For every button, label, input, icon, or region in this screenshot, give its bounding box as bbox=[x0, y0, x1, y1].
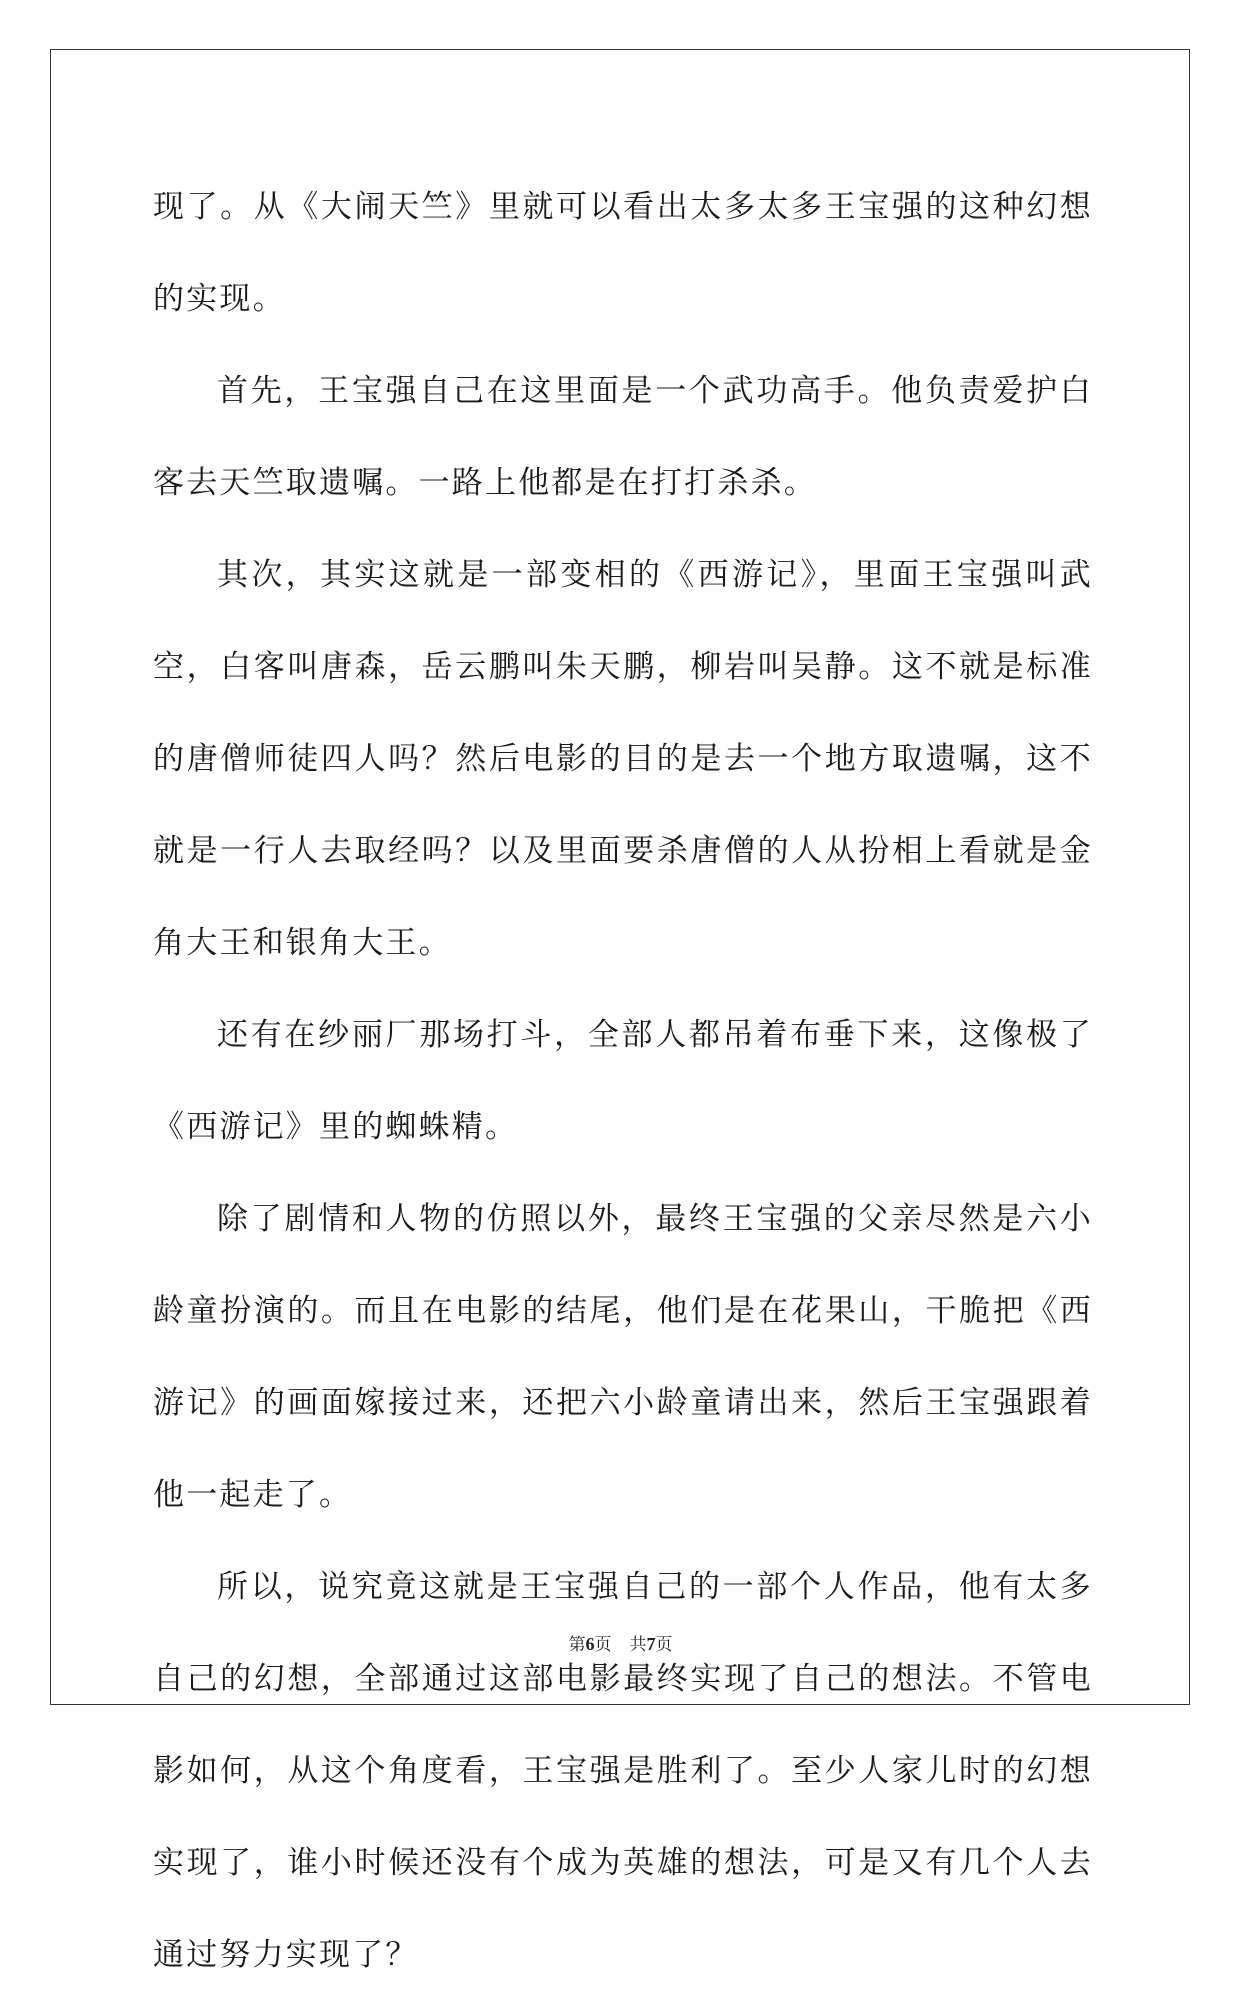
page-footer bbox=[0, 1630, 1241, 1655]
page-label-prefix: 第 bbox=[568, 1635, 586, 1654]
total-page-number: 7 bbox=[646, 1634, 656, 1654]
total-label-suffix: 页 bbox=[655, 1635, 673, 1654]
paragraph-2: 首先，王宝强自己在这里面是一个武功高手。他负责爱护白客去天竺取遗嘱。一路上他都是在打打杀杀。 bbox=[153, 373, 1093, 501]
page-label-suffix: 页 bbox=[594, 1635, 612, 1654]
total-label-prefix: 共 bbox=[629, 1635, 647, 1654]
current-page-number: 6 bbox=[585, 1634, 595, 1654]
paragraph-1: 现了。从《大闹天竺》里就可以看出太多太多王宝强的这种幻想的实现。 bbox=[153, 189, 1093, 317]
paragraph-5: 除了剧情和人物的仿照以外，最终王宝强的父亲尽然是六小龄童扮演的。而且在电影的结尾，他们是在花果山，干脆把《西游记》的画面嫁接过来，还把六小龄童请出来，然后王宝强跟着他一起走了。 bbox=[153, 1201, 1093, 1513]
paragraph-3: 其次，其实这就是一部变相的《西游记》，里面王宝强叫武空，白客叫唐森，岳云鹏叫朱天鹏，柳岩叫吴静。这不就是标准的唐僧师徒四人吗？然后电影的目的是去一个地方取遗嘱，这不就是一行人去取经吗？以及里面要杀唐僧的人从扮相上看就是金角大王和银角大王。 bbox=[153, 557, 1093, 961]
document-body bbox=[153, 161, 1093, 2001]
paragraph-4: 还有在纱丽厂那场打斗，全部人都吊着布垂下来，这像极了《西游记》里的蜘蛛精。 bbox=[153, 1017, 1093, 1145]
paragraph-6: 所以，说究竟这就是王宝强自己的一部个人作品，他有太多自己的幻想，全部通过这部电影最终实现了自己的想法。不管电影如何，从这个角度看，王宝强是胜利了。至少人家儿时的幻想实现了，谁小时候还没有个成为英雄的想法，可是又有几个人去通过努力实现了？ bbox=[153, 1569, 1093, 1973]
